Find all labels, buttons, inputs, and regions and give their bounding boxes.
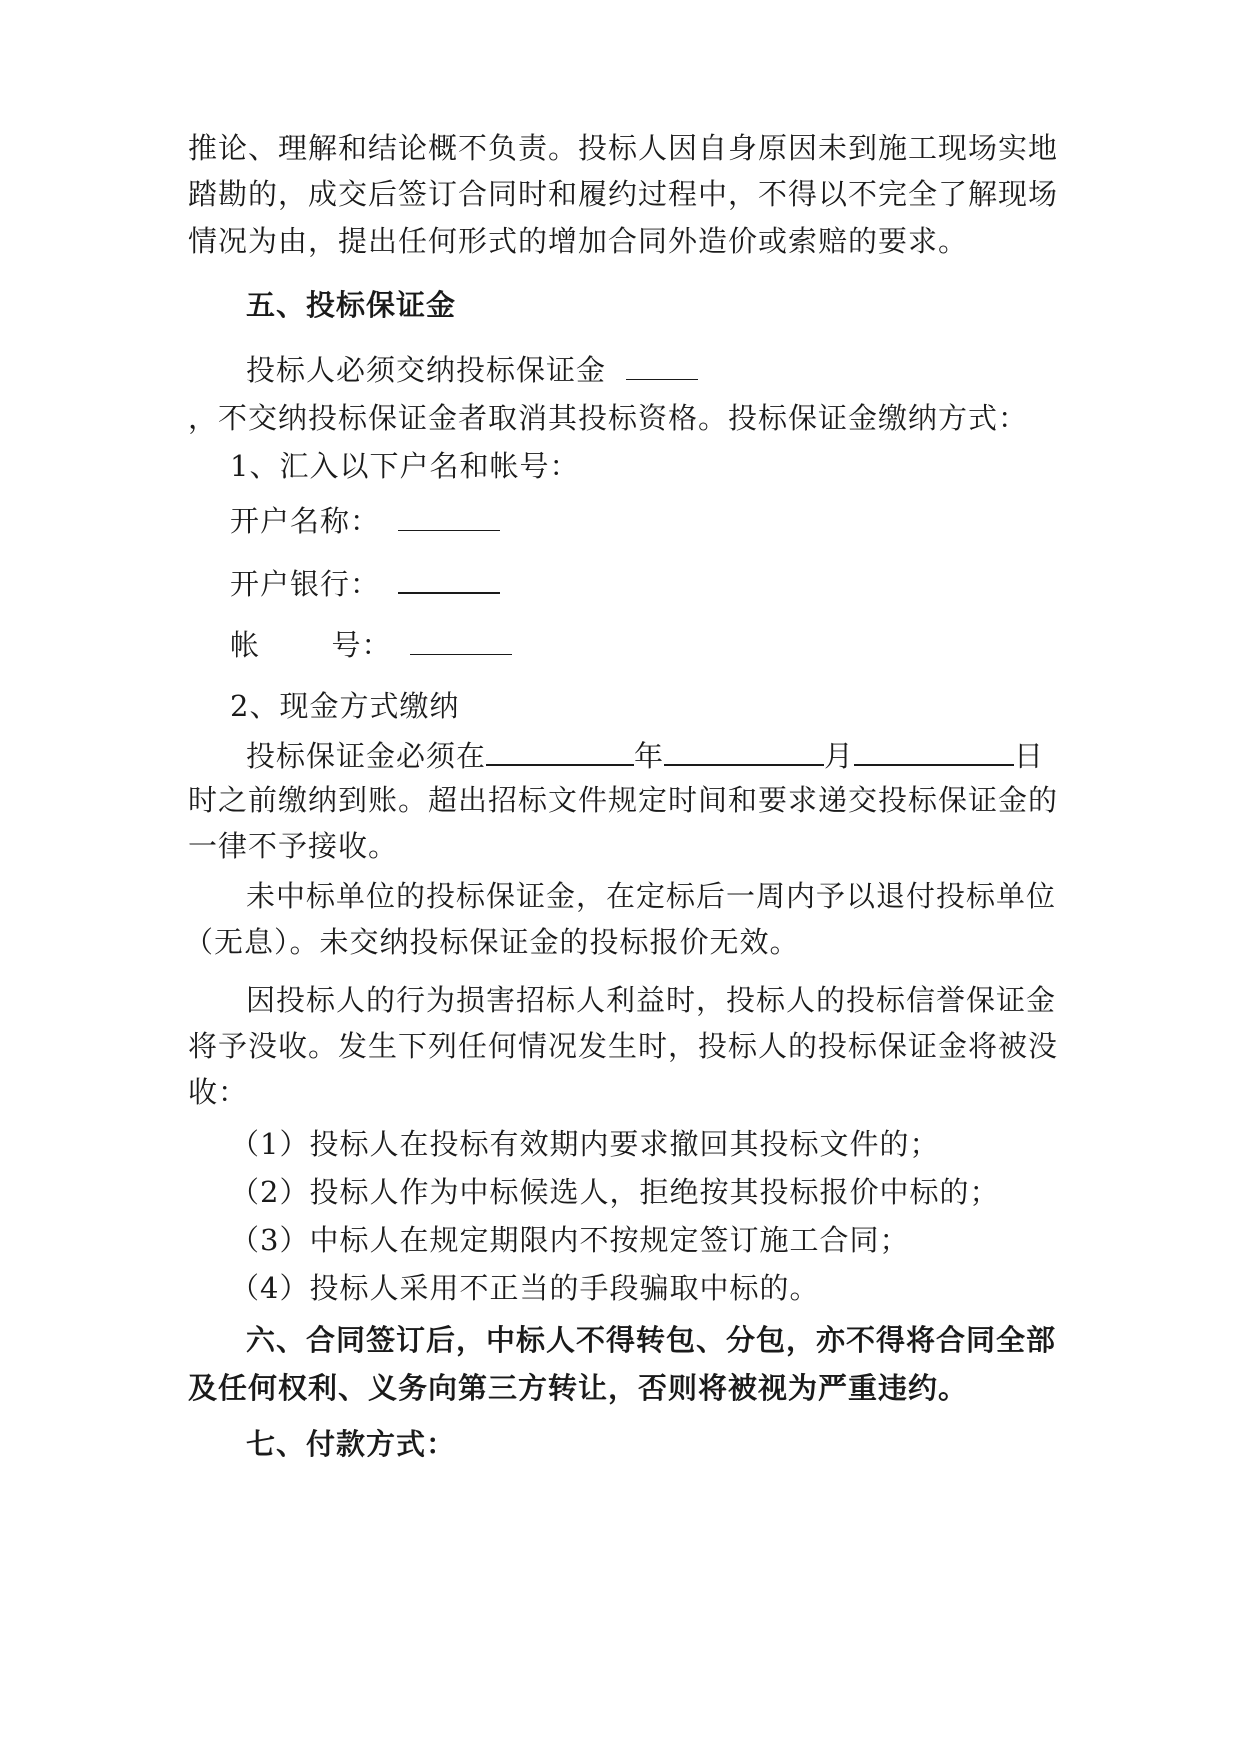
deadline-line-3: 一律不予接收。 [188,829,399,863]
section-6-line-2: 及任何权利、义务向第三方转让，否则将被视为严重违约。 [188,1371,969,1405]
month-label: 月 [824,739,855,773]
deposit-prefix: 投标人必须交纳投标保证金 [246,353,607,387]
refund-line-1: 未中标单位的投标保证金，在定标后一周内予以退付投标单位 [246,879,1057,913]
year-blank [486,734,634,766]
year-label: 年 [634,739,665,773]
account-name-label: 开户名称： [230,504,381,538]
case-4: （4）投标人采用不正当的手段骗取中标的。 [230,1271,820,1305]
bank-row [230,562,500,602]
deposit-suffix: ，不交纳投标保证金者取消其投标资格。投标保证金缴纳方式： [188,401,1029,435]
account-name-blank [398,500,500,531]
deposit-amount-blank [626,349,698,380]
intro-line-2: 踏勘的，成交后签订合同时和履约过程中，不得以不完全了解现场 [188,177,1059,211]
month-blank [664,734,824,766]
day-blank [854,734,1014,766]
bank-label: 开户银行： [230,567,381,601]
forfeit-line-3: 收： [188,1075,249,1109]
section-7-heading: 七、付款方式： [246,1427,457,1461]
section-6-line-1: 六、合同签订后，中标人不得转包、分包，亦不得将合同全部 [246,1323,1057,1357]
case-2: （2）投标人作为中标候选人，拒绝按其投标报价中标的； [230,1175,1000,1209]
bank-blank [398,562,500,594]
deposit-line [246,349,698,389]
case-3: （3）中标人在规定期限内不按规定签订施工合同； [230,1223,910,1257]
deadline-line [246,734,1044,774]
forfeit-line-1: 因投标人的行为损害招标人利益时，投标人的投标信誉保证金 [246,983,1057,1017]
account-no-label: 帐 号： [230,628,392,662]
account-no-blank [410,624,512,655]
refund-line-2: （无息）。未交纳投标保证金的投标报价无效。 [184,925,800,959]
deadline-line-2: 时之前缴纳到账。超出招标文件规定时间和要求递交投标保证金的 [188,783,1059,817]
case-1: （1）投标人在投标有效期内要求撤回其投标文件的； [230,1127,940,1161]
account-no-row [230,624,512,664]
method-1: 1、汇入以下户名和帐号： [230,449,580,483]
section-5-heading: 五、投标保证金 [246,288,457,322]
intro-line-1: 推论、理解和结论概不负责。投标人因自身原因未到施工现场实地 [188,131,1059,165]
forfeit-line-2: 将予没收。发生下列任何情况发生时，投标人的投标保证金将被没 [188,1029,1059,1063]
account-name-row [230,500,500,540]
method-2: 2、现金方式缴纳 [230,689,460,723]
deadline-prefix: 投标保证金必须在 [246,739,487,773]
intro-line-3: 情况为由，提出任何形式的增加合同外造价或索赔的要求。 [188,224,969,258]
day-label: 日 [1014,739,1045,773]
